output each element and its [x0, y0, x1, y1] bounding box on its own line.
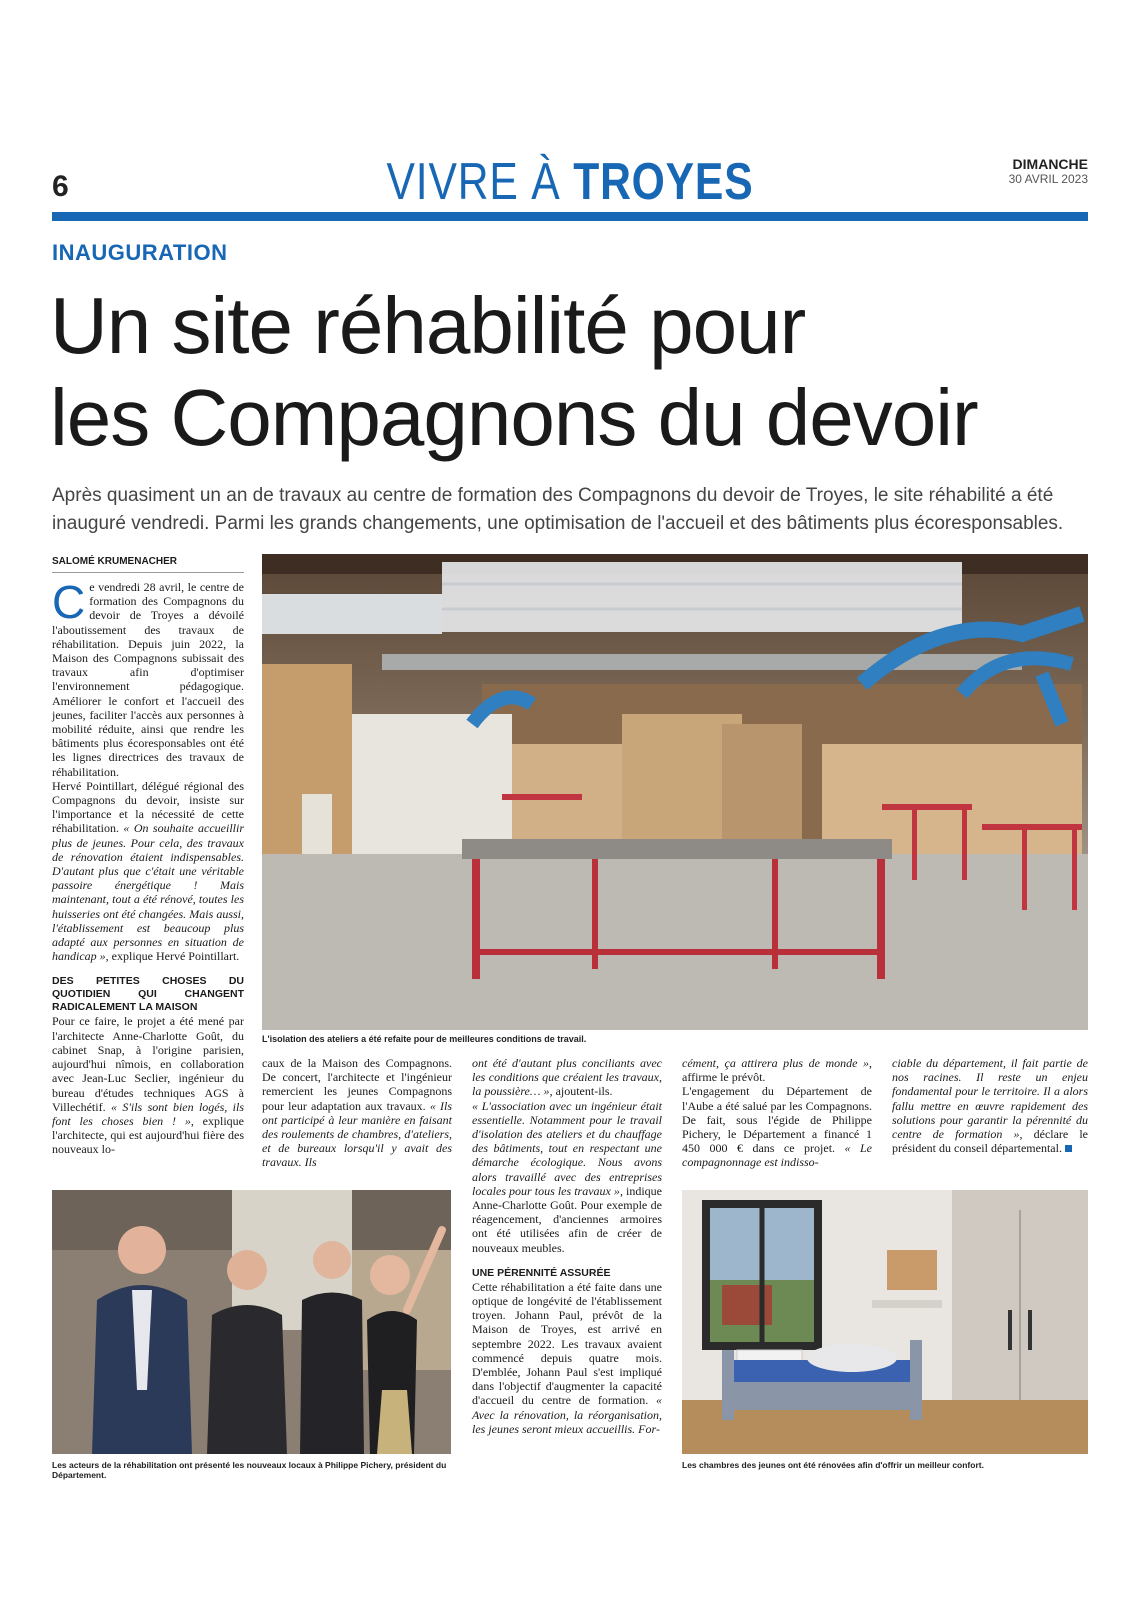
subheading: DES PETITES CHOSES DU QUOTIDIEN QUI CHANGENT RADICALEMENT LA MAISON: [52, 975, 244, 1014]
room-image: [682, 1190, 1088, 1454]
header-rule: [52, 212, 1088, 221]
body-column-5: [892, 1056, 1088, 1155]
rubric-light: VIVRE À: [386, 153, 561, 211]
paragraph: « L'association avec un ingénieur était essentielle. Notamment pour le travail d'isolation des ateliers et du chauffage des bâtiments, tout en respectant une démarche écologique. Nous avons alors travaillé avec des entreprises locales pour tous les travaux », indique Anne-Charlotte Goût. Pour exemple de réagencement, d'anciennes armoires ont été utilisées afin de créer de nouveaux meubles.: [472, 1098, 662, 1255]
body-column-1: [52, 576, 244, 1157]
body-column-3: [472, 1056, 662, 1436]
paragraph: caux de la Maison des Compagnons. De concert, l'architecte et l'ingénieur remercient les jeunes Compagnons pour leur adaptation aux travaux. « Ils ont participé à leur manière en faisant des roulements de chambres, d'ateliers, et de bureaux lorsqu'il y avait des travaux. Ils: [262, 1056, 453, 1170]
paragraph: Cette réhabilitation a été faite dans une optique de longévité de l'établissement troyen. Johann Paul, prévôt de la Maison de Troyes, est arrivé en septembre 2022. Les travaux avaient commencé depuis quatre mois. D'emblée, Johann Paul s'est impliqué dans l'objectif d'augmenter la capacité d'accueil du centre de formation. « Avec la rénovation, la réorganisation, les jeunes seront mieux accueillis. For-: [472, 1279, 662, 1436]
dropcap: C: [52, 576, 86, 628]
paragraph: L'engagement du Département de l'Aube a été salué par les Compagnons. De fait, sous l'égide de Philippe Pichery, le Département a financé 1 450 000 € dans ce projet. « Le compagnonnage est indisso-: [682, 1084, 873, 1170]
caption-workshop: L'isolation des ateliers a été refaite pour de meilleures conditions de travail.: [262, 1034, 587, 1044]
rubric-bold: TROYES: [573, 153, 754, 211]
issue-day: DIMANCHE: [1012, 156, 1088, 172]
quote: « S'ils sont bien logés, ils font les choses bien ! »: [52, 1099, 244, 1128]
headline-line-1: Un site réhabilité pour: [50, 281, 806, 370]
workshop-image: [262, 554, 1088, 1030]
body-column-4: [682, 1056, 872, 1170]
subheading: UNE PÉRENNITÉ ASSURÉE: [472, 1266, 611, 1279]
people-image: [52, 1190, 451, 1454]
people-photo: [52, 1190, 451, 1454]
article-kicker: INAUGURATION: [52, 240, 228, 265]
caption-room: Les chambres des jeunes ont été rénovées afin d'offrir un meilleur confort.: [682, 1460, 984, 1470]
article-lede: Après quasiment un an de travaux au centre de formation des Compagnons du devoir de Troyes, le site réhabilité a été inauguré vendredi. Parmi les grands changements, une optimisation de l'accueil et des bâtiments plus écoresponsables.: [52, 485, 1064, 534]
end-mark-icon: [1065, 1145, 1072, 1152]
quote: « On souhaite accueillir plus de jeunes. Pour cela, des travaux de rénovation étaient indispensables. D'autant plus que c'était une véritable passoire énergétique ! Mais maintenant, tout a été rénové, toutes les huisseries ont été changées. Mais aussi, l'établissement est beaucoup plus adapté aux personnes en situation de handicap »: [52, 821, 244, 964]
paragraph: ciable du département, il fait partie de nos racines. Il reste un enjeu fondamental pour le territoire. Il a alors fallu mettre en œuvre rapidement des solutions pour garantir la pérennité du centre de formation », déclare le président du conseil départemental.: [892, 1056, 1089, 1156]
paragraph: ont été d'autant plus conciliants avec les conditions que créaient les travaux, la poussière… », ajoutent-ils.: [472, 1056, 662, 1099]
quote: ont été d'autant plus conciliants avec les conditions que créaient les travaux, la poussière… »: [472, 1056, 662, 1099]
caption-people: Les acteurs de la réhabilitation ont présenté les nouveaux locaux à Philippe Pichery, président du Département.: [52, 1460, 447, 1480]
quote: « Avec la rénovation, la réorganisation, les jeunes seront mieux accueillis. For-: [472, 1393, 662, 1436]
issue-date: [1009, 156, 1088, 186]
byline: SALOMÉ KRUMENACHER: [52, 556, 244, 573]
quote: « Ils ont participé à leur manière en faisant des roulements de chambres, d'ateliers, et de bureaux lorsqu'il y avait des travaux. Ils: [262, 1098, 453, 1170]
paragraph: Pour ce faire, le projet a été mené par l'architecte Anne-Charlotte Goût, du cabinet Snap, à l'origine parisien, aujourd'hui nîmois, en collaboration avec Jean-Luc Seclier, ingénieur du bureau d'études techniques AGS à Villechétif. « S'ils sont bien logés, ils font les choses bien ! », explique l'architecte, qui est aujourd'hui fière des nouveaux lo-: [52, 1014, 244, 1157]
quote: « L'association avec un ingénieur était essentielle. Notamment pour le travail d'isolation des ateliers et du chauffage des bâtiments, tout en respectant une démarche écologique. Nous avons alors travaillé avec des entreprises locales pour tous les travaux »: [472, 1098, 662, 1198]
workshop-photo: [262, 554, 1088, 1030]
quote: ciable du département, il fait partie de nos racines. Il reste un enjeu fondamental pour le territoire. Il a alors fallu mettre en œuvre rapidement des solutions pour garantir la pérennité du centre de formation »: [892, 1056, 1088, 1142]
room-photo: [682, 1190, 1088, 1454]
paragraph: cément, ça attirera plus de monde », affirme le prévôt.: [682, 1056, 872, 1085]
body-column-2: [262, 1056, 452, 1170]
page-number: 6: [52, 170, 69, 203]
section-rubric: [103, 152, 1038, 212]
headline-line-2: les Compagnons du devoir: [50, 373, 978, 462]
quote: « Le compagnonnage est indisso-: [682, 1141, 873, 1170]
issue-date-text: 30 AVRIL 2023: [1008, 172, 1088, 186]
paragraph: Ce vendredi 28 avril, le centre de formation des Compagnons du devoir de Troyes a dévoilé l'aboutissement des travaux de réhabilitation. Depuis juin 2022, la Maison des Compagnons subissait des travaux afin d'optimiser l'environnement pédagogique. Améliorer le confort et l'accueil des jeunes, faciliter l'accès aux personnes à mobilité réduite, ainsi que rendre les bâtiments plus écoresponsables ont été les lignes directrices des travaux de réhabilitation.: [52, 576, 244, 779]
paragraph: Hervé Pointillart, délégué régional des Compagnons du devoir, insiste sur l'importance et la nécessité de cette réhabilitation. « On souhaite accueillir plus de jeunes. Pour cela, des travaux de rénovation étaient indispensables. D'autant plus que c'était une véritable passoire énergétique ! Mais maintenant, tout a été rénové, toutes les huisseries ont été changées. Mais aussi, l'établissement est beaucoup plus adapté aux personnes en situation de handicap », explique Hervé Pointillart.: [52, 778, 244, 964]
article-headline: [50, 280, 1100, 464]
quote: cément, ça attirera plus de monde »: [682, 1056, 869, 1070]
